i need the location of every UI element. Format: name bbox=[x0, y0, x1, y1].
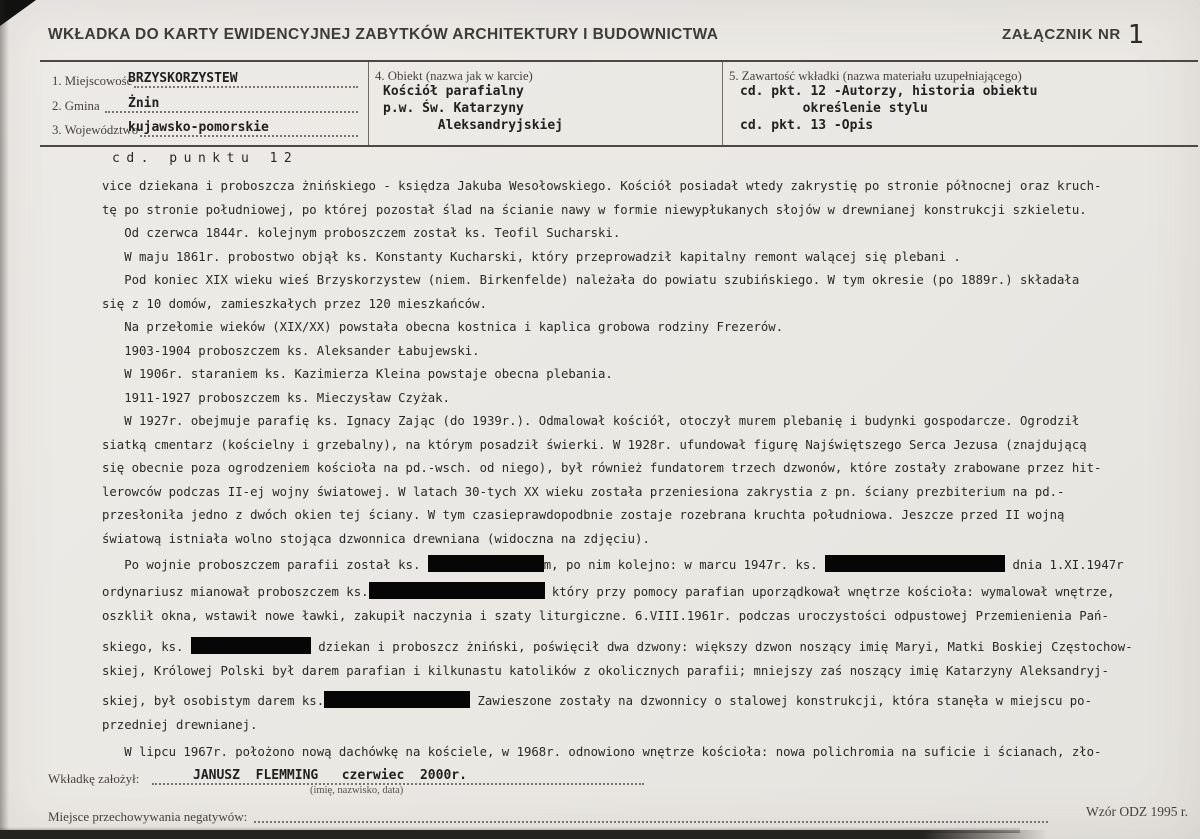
body-text-segment: ordynariusz mianował proboszczem ks. bbox=[102, 585, 369, 600]
table-bottom-rule bbox=[40, 145, 1198, 147]
field-obiekt-line3: Aleksandryjskiej bbox=[383, 118, 564, 133]
template-note: Wzór ODZ 1995 r. bbox=[1086, 804, 1188, 819]
body-line-redacted bbox=[102, 691, 1112, 718]
document-title: WKŁADKA DO KARTY EWIDENCYJNEJ ZABYTKÓW ARCHITEKTURY I BUDOWNICTWA bbox=[48, 26, 719, 43]
field-obiekt-label: 4. Obiekt (nazwa jak w karcie) bbox=[375, 69, 533, 83]
body-text-segment: który przy pomocy parafian uporządkował wnętrze kościoła: wymalował wnętrze, bbox=[544, 585, 1115, 600]
redaction-bar bbox=[825, 555, 1005, 572]
body-line: się obecnie poza ogrodzeniem kościoła na pd.-wsch. od niego), był również fundatorem trzech dzwonów, które zostały zrabowane przez hit- bbox=[102, 461, 1102, 475]
redaction-bar bbox=[428, 555, 544, 572]
field-obiekt-line1: Kościół parafialny bbox=[383, 84, 524, 99]
body-line: przedniej drewnianej. bbox=[102, 718, 258, 733]
body-line: W 1906r. staraniem ks. Kazimierza Kleina powstaje obecna plebania. bbox=[102, 367, 613, 381]
body-line: skiej, Królowej Polski był darem parafian i kilkunastu katolików z okolicznych parafii; mniejszy zaś noszący imię Katarzyny Aleksandryj- bbox=[102, 663, 1109, 678]
attachment-label: ZAŁĄCZNIK NR bbox=[1002, 26, 1121, 43]
attachment-header bbox=[1002, 20, 1146, 50]
body-text-segment: dnia 1.XI.1947r bbox=[1005, 558, 1124, 572]
body-line: Od czerwca 1844r. kolejnym proboszczem został ks. Teofil Sucharski. bbox=[102, 226, 621, 240]
field-zawartosc-line2: określenie stylu bbox=[740, 101, 928, 116]
field-zawartosc-label: 5. Zawartość wkładki (nazwa materiału uzupełniającego) bbox=[729, 69, 1022, 83]
body-text bbox=[102, 179, 1133, 773]
body-line: Pod koniec XIX wieku wieś Brzyskorzystew (niem. Birkenfelde) należała do powiatu szubińskiego. W tym okresie (po 1889r.) składała bbox=[102, 273, 1080, 287]
body-heading: cd. punktu 12 bbox=[112, 151, 299, 166]
body-text-segment: dziekan i proboszcz żniński, poświęcił dwa dzwony: większy dzwon noszący imię Maryi, Matki Boskiej Częstochow- bbox=[310, 639, 1133, 654]
body-line: W lipcu 1967r. położono nową dachówkę na kościele, w 1968r. odnowiono wnętrze kościoła: nowa polichromia na suficie i ścianach, zło- bbox=[102, 745, 1102, 760]
field-obiekt-line2: p.w. Św. Katarzyny bbox=[383, 101, 524, 116]
scan-artifact-left-edge bbox=[0, 0, 9, 839]
body-line: vice dziekana i proboszcza żnińskiego - księdza Jakuba Wesołowskiego. Kościół posiadał wtedy zakrystię po stronie północnej oraz kruch- bbox=[102, 179, 1102, 193]
body-line: oszklił okna, wstawił nowe ławki, zakupił naczynia i szaty liturgiczne. 6.VIII.1961r. podczas uroczystości odpustowej Przemienienia Pań- bbox=[102, 609, 1109, 624]
created-by-label: Wkładkę założył: bbox=[48, 771, 140, 786]
body-line: przesłoniła jedno z dwóch okien tej ściany. W tym czasieprawdopodbnie zostaje rozebrana kruchta południowa. Jeszcze przed II wojną bbox=[102, 508, 1065, 522]
body-line: W maju 1861r. probostwo objął ks. Konstanty Kucharski, który przeprowadził kapitalny remont walącej się plebani . bbox=[102, 249, 961, 264]
body-line: 1903-1904 proboszczem ks. Aleksander Łabujewski. bbox=[102, 343, 480, 358]
field-zawartosc-line3: cd. pkt. 13 -Opis bbox=[740, 118, 874, 133]
field-gmina-label: 2. Gmina bbox=[52, 99, 103, 113]
attachment-number: 1 bbox=[1127, 20, 1146, 50]
field-gmina-value: Żnin bbox=[128, 96, 160, 111]
field-miejscowosc-label: 1. Miejscowość bbox=[52, 74, 133, 88]
body-line: 1911-1927 proboszczem ks. Mieczysław Czyżak. bbox=[102, 390, 450, 405]
body-text-segment: skiej, był osobistym darem ks. bbox=[102, 693, 325, 708]
body-line: siatką cmentarz (kościelny i grzebalny), na którym posadził świerki. W 1928r. ufundował figurę Najświętszego Serca Jezusa (znajdującą bbox=[102, 437, 1087, 452]
redaction-bar bbox=[369, 582, 545, 599]
redaction-bar bbox=[191, 637, 311, 654]
table-divider-1 bbox=[368, 62, 369, 145]
body-line: lerowców podczas II-ej wojny światowej. W latach 30-tych XX wieku została przeniesiona zakrystia z pn. ściany prezbiterium na pd.- bbox=[102, 484, 1065, 499]
dotted-leader bbox=[254, 809, 1048, 823]
body-text-segment: m, po nim kolejno: w marcu 1947r. ks. bbox=[543, 558, 826, 572]
body-line: Na przełomie wieków (XIX/XX) powstała obecna kostnica i kaplica grobowa rodziny Frezerów. bbox=[102, 320, 784, 334]
table-divider-2 bbox=[722, 62, 723, 145]
field-wojewodztwo-value: kujawsko-pomorskie bbox=[128, 120, 269, 135]
body-line-redacted bbox=[102, 637, 1133, 664]
body-line: tę po stronie południowej, po której pozostał ślad na ścianie nawy w formie niewypłukanych słojów w drewnianej konstrukcji szkieletu. bbox=[102, 202, 1087, 217]
body-line-redacted bbox=[102, 555, 1124, 582]
negatives-label: Miejsce przechowywania negatywów: bbox=[48, 809, 248, 824]
field-gmina bbox=[52, 96, 358, 115]
field-miejscowosc-value: BRZYSKORZYSTEW bbox=[128, 71, 238, 86]
scan-artifact-bottom-edge bbox=[0, 830, 1048, 839]
redaction-bar bbox=[324, 691, 470, 708]
body-line: W 1927r. obejmuje parafię ks. Ignacy Zając (do 1939r.). Odmalował kościół, otoczył murem plebanię i budynki gospodarcze. Ogrodził bbox=[102, 414, 1080, 428]
body-line-redacted bbox=[102, 582, 1115, 609]
body-line: się z 10 domów, zamieszkałych przez 120 mieszkańców. bbox=[102, 296, 487, 311]
created-by-sublabel: (imię, nazwisko, data) bbox=[310, 785, 404, 796]
body-line: światową istniała wolno stojąca dzwonnica drewniana (widoczna na zdjęciu). bbox=[102, 531, 650, 546]
table-top-rule bbox=[40, 60, 1198, 62]
body-text-segment: Zawieszone zostały na dzwonnicy o stalowej konstrukcji, która stanęła w miejscu po- bbox=[470, 693, 1092, 708]
field-wojewodztwo-label: 3. Województwo bbox=[52, 123, 139, 137]
body-text-segment: Po wojnie proboszczem parafii został ks. bbox=[102, 558, 428, 572]
field-miejscowosc bbox=[52, 71, 358, 90]
created-by-value: JANUSZ FLEMMING czerwiec 2000r. bbox=[193, 768, 467, 783]
field-zawartosc-line1: cd. pkt. 12 -Autorzy, historia obiektu bbox=[740, 84, 1038, 99]
body-text-segment: skiego, ks. bbox=[102, 639, 191, 654]
field-wojewodztwo bbox=[52, 120, 358, 139]
